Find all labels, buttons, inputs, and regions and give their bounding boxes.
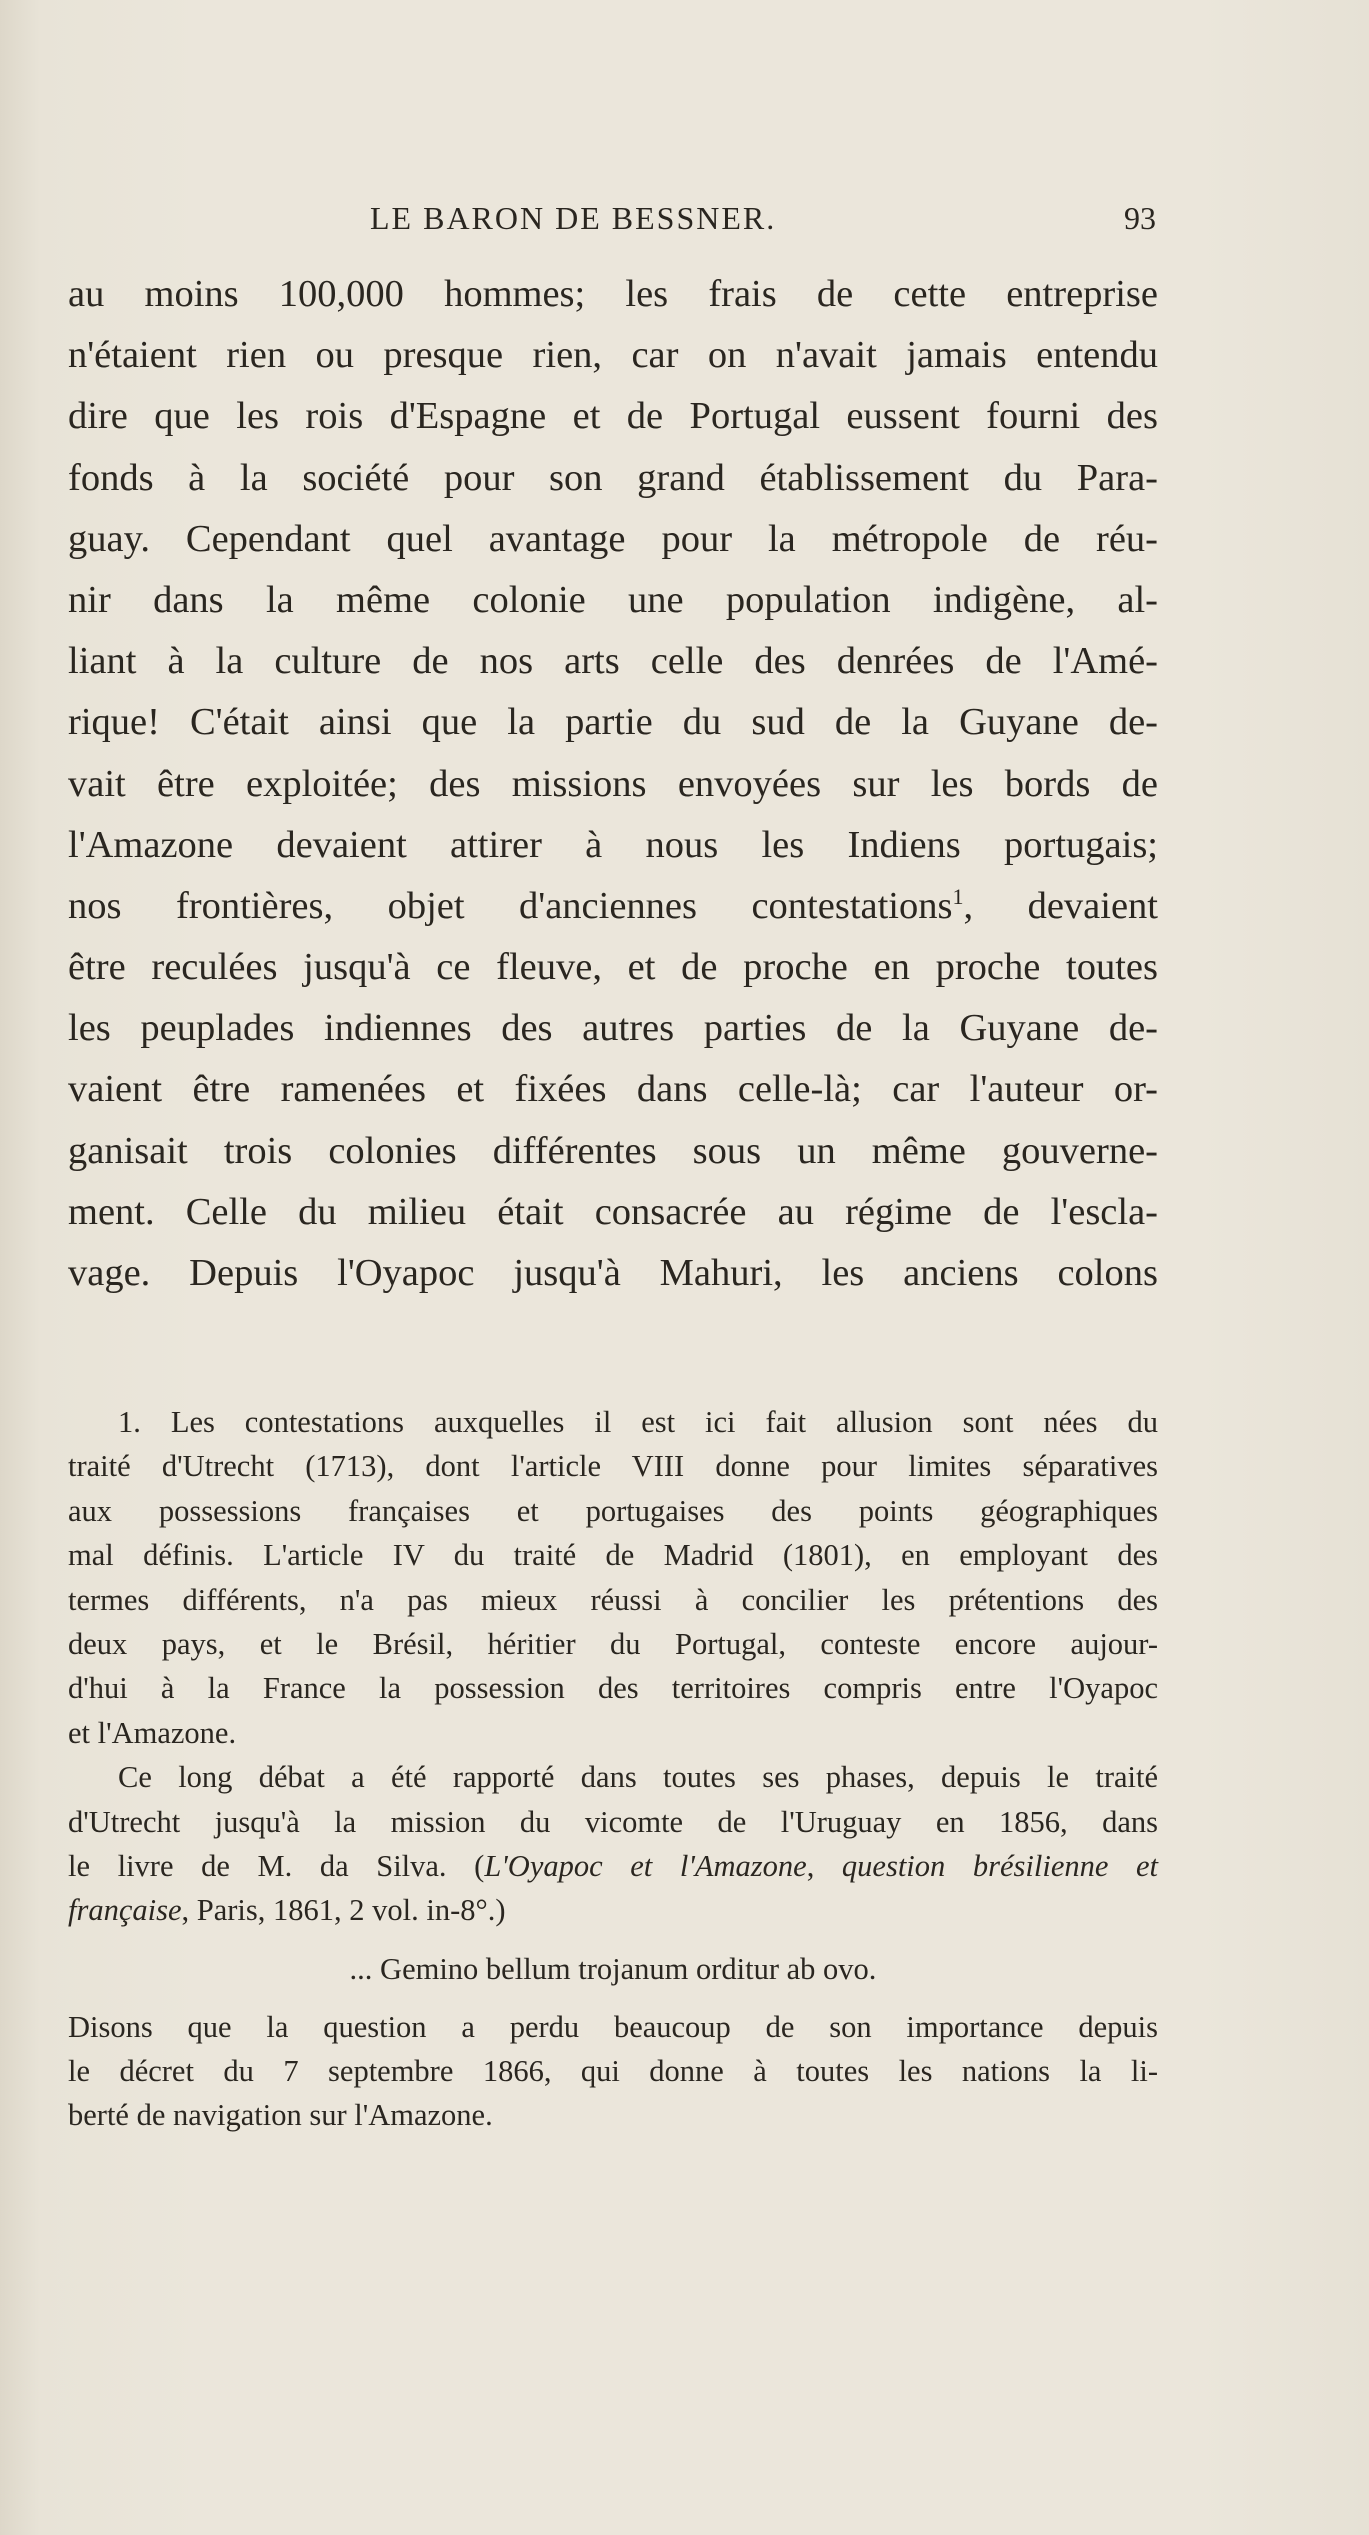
- text-line: ment. Celle du milieu était consacrée au régime de l'escla-: [68, 1190, 1158, 1233]
- text-line: rique! C'était ainsi que la partie du sud de la Guyane de-: [68, 701, 1158, 744]
- text-segment: le livre de M. da Silva. (: [68, 1848, 485, 1883]
- footnote: [68, 1400, 1158, 2138]
- footnote-marker: 1: [952, 883, 964, 909]
- text-line: l'Amazone devaient attirer à nous les Indiens portugais;: [68, 823, 1158, 866]
- footnote-line: aux possessions françaises et portugaises des points géographiques: [68, 1493, 1158, 1528]
- text-segment: nos frontières, objet d'anciennes contestations: [68, 884, 953, 927]
- text-segment: , Paris, 1861, 2 vol. in-8°.): [181, 1893, 506, 1928]
- text-line: nir dans la même colonie une population indigène, al-: [68, 578, 1158, 621]
- book-subtitle: question brésilienne et: [841, 1848, 1159, 1883]
- footnote-line: [68, 1844, 1158, 1888]
- text-line: n'étaient rien ou presque rien, car on n'avait jamais entendu: [68, 334, 1158, 377]
- footnote-line: deux pays, et le Brésil, héritier du Portugal, conteste encore aujour-: [68, 1626, 1158, 1661]
- text-line: vaient être ramenées et fixées dans celle-là; car l'auteur or-: [68, 1068, 1158, 1111]
- footnote-line: le décret du 7 septembre 1866, qui donne à toutes les nations la li-: [68, 2054, 1158, 2089]
- footnote-line: traité d'Utrecht (1713), dont l'article VIII donne pour limites séparatives: [68, 1449, 1158, 1484]
- footnote-line: termes différents, n'a pas mieux réussi à concilier les prétentions des: [68, 1582, 1158, 1617]
- text-line: ganisait trois colonies différentes sous un même gouverne-: [68, 1129, 1158, 1172]
- text-line: dire que les rois d'Espagne et de Portugal eussent fourni des: [68, 395, 1158, 438]
- text-line-with-note: [68, 876, 1158, 937]
- text-line: être reculées jusqu'à ce fleuve, et de proche en proche toutes: [68, 946, 1158, 989]
- footnote-line: Disons que la question a perdu beaucoup de son importance depuis: [68, 2009, 1158, 2044]
- footnote-line: d'hui à la France la possession des territoires compris entre l'Oyapoc: [68, 1671, 1158, 1706]
- text-segment: , devaient: [963, 884, 1158, 927]
- text-line: vait être exploitée; des missions envoyées sur les bords de: [68, 762, 1158, 805]
- page-number: 93: [1124, 200, 1156, 236]
- footnote-line: et l'Amazone.: [68, 1715, 237, 1750]
- text-segment: ,: [806, 1848, 842, 1883]
- footnote-line: [68, 1888, 1158, 1932]
- main-text: [68, 264, 1158, 1304]
- text-line: au moins 100,000 hommes; les frais de cette entreprise: [68, 273, 1158, 315]
- text-line: les peuplades indiennes des autres parties de la Guyane de-: [68, 1007, 1158, 1050]
- footnote-line: mal définis. L'article IV du traité de Madrid (1801), en employant des: [68, 1538, 1158, 1573]
- running-header: [370, 200, 1170, 250]
- text-line: fonds à la société pour son grand établissement du Para-: [68, 456, 1158, 499]
- footnote-line: d'Utrecht jusqu'à la mission du vicomte de l'Uruguay en 1856, dans: [68, 1804, 1158, 1839]
- running-title: LE BARON DE BESSNER.: [370, 200, 777, 236]
- footnote-line: berté de navigation sur l'Amazone.: [68, 2098, 493, 2133]
- text-line: vage. Depuis l'Oyapoc jusqu'à Mahuri, les anciens colons: [68, 1252, 1158, 1294]
- text-line: liant à la culture de nos arts celle des denrées de l'Amé-: [68, 640, 1158, 683]
- latin-quote: ... Gemino bellum trojanum orditur ab ovo.: [349, 1951, 877, 1986]
- book-title: L'Oyapoc et l'Amazone: [484, 1848, 807, 1883]
- footnote-line: 1. Les contestations auxquelles il est ici fait allusion sont nées du: [118, 1405, 1158, 1439]
- book-subtitle: française: [68, 1893, 182, 1928]
- footnote-line: Ce long débat a été rapporté dans toutes ses phases, depuis le traité: [118, 1760, 1158, 1795]
- text-line: guay. Cependant quel avantage pour la métropole de réu-: [68, 517, 1158, 560]
